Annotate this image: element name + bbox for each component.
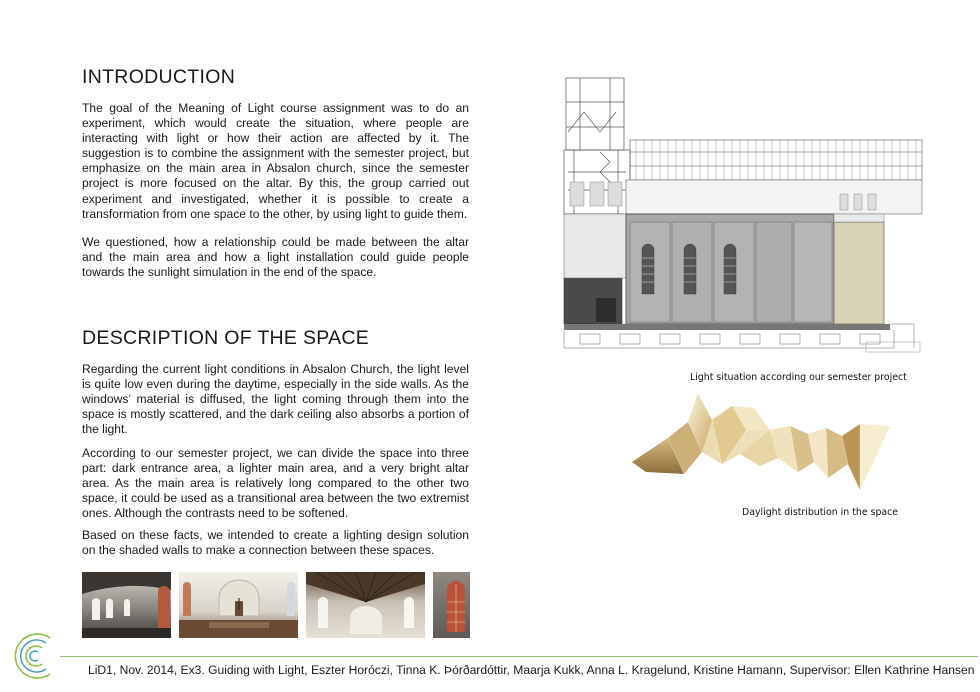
- footer-rule: [60, 656, 978, 657]
- introduction-paragraph-1: The goal of the Meaning of Light course assignment was to do an experiment, which would create the situation, where people are interacting with light or how their action are affected by it. The suggestion is to combine the assignment with the semester project, but emphasize on the main area in Absalon church, since the semester project is more focused on the altar. By this, the group carried out experiment and investigated, whether it is possible to create a transformation from one space to the other, by using light to guide them.: [82, 101, 469, 221]
- section-caption: Light situation according our semester project: [690, 372, 907, 383]
- description-paragraph-3: Based on these facts, we intended to create a lighting design solution on the shaded walls to make a connection between these spaces.: [82, 528, 469, 558]
- introduction-paragraph-2: We questioned, how a relationship could be made between the altar and the main area and how a light installation could guide people towards the sunlight simulation in the end of the space.: [82, 235, 469, 280]
- daylight-caption: Daylight distribution in the space: [742, 507, 899, 518]
- description-paragraph-1: Regarding the current light conditions in Absalon Church, the light level is quite low even during the daytime, especially in the side walls. As the windows’ material is diffused, the light coming through them into the space is mostly scattered, and the dark ceiling also absorbs a portion of the light.: [82, 362, 469, 437]
- university-logo: [8, 628, 58, 684]
- photo-stained-window: [433, 572, 470, 638]
- daylight-distribution-surface: [628, 394, 892, 490]
- photo-ceiling-view: [306, 572, 425, 638]
- description-paragraph-2: According to our semester project, we can divide the space into three part: dark entrance area, a lighter main area, and a very bright altar area. As the main area is relatively long compared to the other two space, it could be used as a transitional area between the two extremist ones. Although the contrasts need to be softened.: [82, 446, 469, 521]
- church-section-drawing: [560, 72, 926, 362]
- introduction-heading: INTRODUCTION: [82, 66, 236, 88]
- photo-nave-altar: [179, 572, 298, 638]
- description-heading: DESCRIPTION OF THE SPACE: [82, 327, 370, 349]
- footer-credits: LiD1, Nov. 2014, Ex3. Guiding with Light, Eszter Horóczi, Tinna K. Þórðardóttir, Maarja Kukk, Anna L. Kragelund, Kristine Hamann, Supervisor: Ellen Kathrine Hansen: [88, 663, 975, 677]
- photo-side-windows: [82, 572, 171, 638]
